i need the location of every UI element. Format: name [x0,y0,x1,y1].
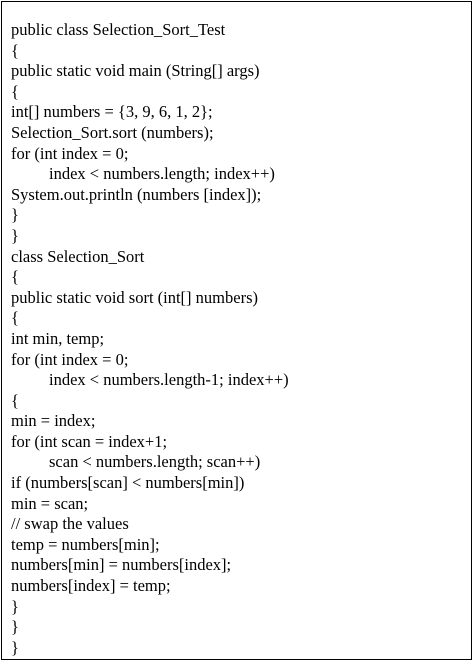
code-line: for (int scan = index+1; [11,431,168,451]
code-line: index < numbers.length-1; index++) [49,370,289,390]
code-line: { [11,81,19,101]
code-line: class Selection_Sort [11,246,145,266]
code-listing-frame [1,1,472,660]
code-line: min = index; [11,411,96,431]
code-line: index < numbers.length; index++) [49,164,275,184]
code-line: public static void main (String[] args) [11,61,260,81]
code-line: numbers[min] = numbers[index]; [11,555,232,575]
code-line: int min, temp; [11,328,105,348]
code-line: } [11,617,19,637]
code-line: temp = numbers[min]; [11,534,160,554]
code-line: public static void sort (int[] numbers) [11,287,258,307]
code-line: if (numbers[scan] < numbers[min]) [11,473,245,493]
code-line: } [11,637,19,657]
code-line: // swap the values [11,514,129,534]
code-line: } [11,596,19,616]
code-line: { [11,308,19,328]
code-line: } [11,225,19,245]
code-line: { [11,40,19,60]
code-line: numbers[index] = temp; [11,576,171,596]
code-line: Selection_Sort.sort (numbers); [11,122,214,142]
code-line: public class Selection_Sort_Test [11,20,226,39]
code-line: { [11,267,19,287]
code-line: { [11,390,19,410]
code-line: } [11,205,19,225]
code-line: for (int index = 0; [11,349,129,369]
code-line: min = scan; [11,493,89,513]
code-listing [11,20,289,658]
code-line: scan < numbers.length; scan++) [49,452,261,472]
code-line: for (int index = 0; [11,143,129,163]
code-line: System.out.println (numbers [index]); [11,184,262,204]
code-line: int[] numbers = {3, 9, 6, 1, 2}; [11,102,213,122]
